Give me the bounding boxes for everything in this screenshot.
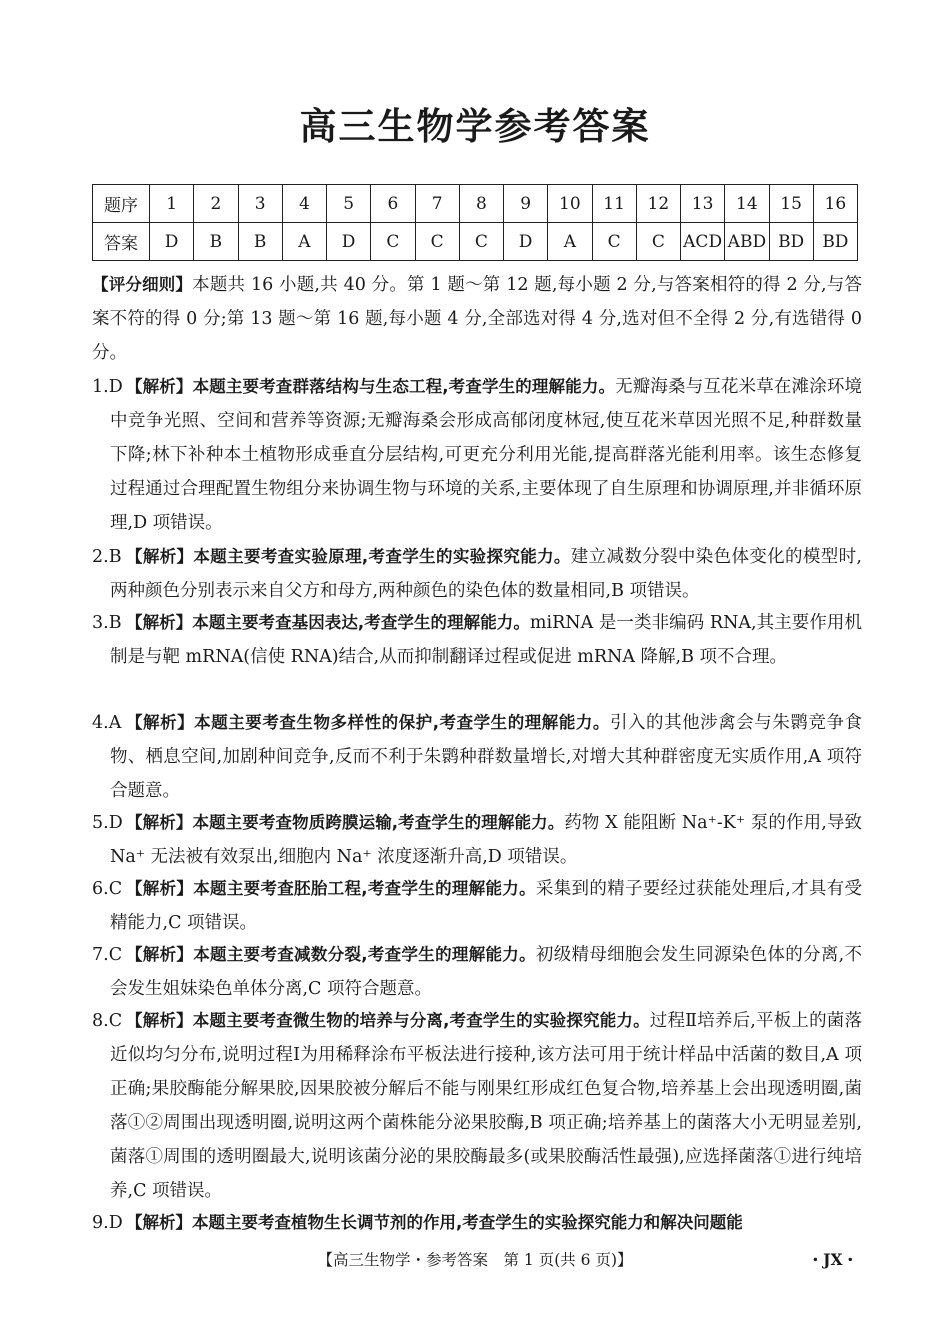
table-row-numbers — [93, 185, 858, 223]
item-number: 4.A — [92, 713, 122, 733]
item-text: 引入的其他涉禽会与朱鹮竞争食物、栖息空间,加剧种间竞争,反而不利于朱鹮种群数量增长,对增大其种群密度无实质作用,A 项符合题意。 — [110, 713, 863, 801]
table-cell: BD — [769, 223, 813, 261]
table-cell: 5 — [327, 185, 371, 223]
list-item — [92, 1206, 862, 1240]
item-analysis-label: 【解析】本题主要考查生物多样性的保护,考查学生的理解能力。 — [126, 713, 610, 732]
item-number: 2.B — [92, 547, 122, 567]
item-analysis-label: 【解析】本题主要考查减数分裂,考查学生的理解能力。 — [126, 945, 536, 964]
item-number: 5.D — [92, 813, 123, 833]
item-analysis-label: 【解析】本题主要考查实验原理,考查学生的实验探究能力。 — [126, 547, 571, 566]
table-cell: A — [548, 223, 592, 261]
table-cell: 16 — [813, 185, 857, 223]
table-cell: 2 — [194, 185, 238, 223]
table-cell: C — [592, 223, 636, 261]
table-cell: C — [636, 223, 680, 261]
item-text: miRNA 是一类非编码 RNA,其主要作用机制是与靶 mRNA(信使 RNA)结合,从而抑制翻译过程或促进 mRNA 降解,B 项不合理。 — [110, 613, 862, 667]
table-cell: 3 — [238, 185, 282, 223]
table-header-cell: 题序 — [93, 185, 150, 223]
table-cell: 10 — [548, 185, 592, 223]
table-cell: 13 — [681, 185, 725, 223]
item-number: 3.B — [92, 613, 122, 633]
item-text: 初级精母细胞会发生同源染色体的分离,不会发生姐妹染色单体分离,C 项符合题意。 — [110, 945, 862, 999]
table-cell: BD — [813, 223, 857, 261]
scoring-label: 【评分细则】 — [92, 275, 193, 294]
table-cell: 4 — [282, 185, 326, 223]
list-item — [92, 540, 862, 608]
scoring-text: 本题共 16 小题,共 40 分。第 1 题～第 12 题,每小题 2 分,与答案相符的得 2 分,与答案不符的得 0 分;第 13 题～第 16 题,每小题 4 分,全部选对得 4 分,选对但不全得 2 分,有选错得 0 分。 — [92, 275, 863, 363]
item-text: 无瓣海桑与互花米草在滩涂环境中竞争光照、空间和营养等资源;无瓣海桑会形成高郁闭度林冠,使互花米草因光照不足,种群数量下降;林下补种本土植物形成垂直分层结构,可更充分利用光能,提高群落光能利用率。该生态修复过程通过合理配置生物组分来协调生物与环境的关系,主要体现了自生原理和协调原理,并非循环原理,D 项错误。 — [110, 377, 862, 533]
item-analysis-label: 【解析】本题主要考查群落结构与生态工程,考查学生的理解能力。 — [126, 377, 616, 396]
table-cell: ABD — [725, 223, 769, 261]
table-cell: 12 — [636, 185, 680, 223]
list-item — [92, 938, 862, 1006]
item-analysis-label: 【解析】本题主要考查植物生长调节剂的作用,考查学生的实验探究能力和解决问题能 — [126, 1213, 743, 1232]
list-item — [92, 806, 862, 874]
table-cell: C — [371, 223, 415, 261]
page-title: 高三生物学参考答案 — [299, 105, 651, 148]
list-item — [92, 370, 862, 540]
item-text: 过程Ⅱ培养后,平板上的菌落近似均匀分布,说明过程Ⅰ为用稀释涂布平板法进行接种,该方法可用于统计样品中活菌的数目,A 项正确;果胶酶能分解果胶,因果胶被分解后不能与刚果红形成红色复合物,培养基上会出现透明圈,菌落①②周围出现透明圈,说明这两个菌株能分泌果胶酶,B 项正确;培养基上的菌落大小无明显差别,菌落①周围的透明圈最大,说明该菌分泌的果胶酶最多(或果胶酶活性最强),应选择菌落①进行纯培养,C 项错误。 — [110, 1011, 862, 1201]
footer-code: ・JX・ — [807, 1250, 858, 1269]
table-cell: C — [415, 223, 459, 261]
item-text: 采集到的精子要经过获能处理后,才具有受精能力,C 项错误。 — [110, 879, 862, 933]
list-item — [92, 872, 862, 940]
item-analysis-label: 【解析】本题主要考查物质跨膜运输,考查学生的理解能力。 — [126, 813, 565, 832]
item-number: 1.D — [92, 377, 123, 397]
table-header-cell: 答案 — [93, 223, 150, 261]
table-cell: 15 — [769, 185, 813, 223]
scoring-rules — [92, 268, 862, 370]
item-analysis-label: 【解析】本题主要考查胚胎工程,考查学生的理解能力。 — [126, 879, 536, 898]
table-cell: D — [504, 223, 548, 261]
list-item — [92, 606, 862, 674]
table-cell: D — [327, 223, 371, 261]
item-number: 7.C — [92, 945, 123, 965]
page-footer: 【高三生物学・参考答案 第 1 页(共 6 页)】 — [317, 1251, 633, 1269]
item-text: 建立减数分裂中染色体变化的模型时,两种颜色分别表示来自父方和母方,两种颜色的染色体的数量相同,B 项错误。 — [110, 547, 862, 601]
item-number: 6.C — [92, 879, 123, 899]
table-cell: 8 — [459, 185, 503, 223]
table-cell: 1 — [150, 185, 194, 223]
table-cell: 14 — [725, 185, 769, 223]
item-number: 8.C — [92, 1011, 123, 1031]
table-cell: B — [194, 223, 238, 261]
item-analysis-label: 【解析】本题主要考查基因表达,考查学生的理解能力。 — [126, 613, 530, 632]
answer-table — [92, 184, 858, 261]
item-analysis-label: 【解析】本题主要考查微生物的培养与分离,考查学生的实验探究能力。 — [126, 1011, 650, 1030]
table-row-answers — [93, 223, 858, 261]
table-cell: A — [282, 223, 326, 261]
table-cell: B — [238, 223, 282, 261]
table-cell: 9 — [504, 185, 548, 223]
table-cell: 7 — [415, 185, 459, 223]
item-text: 药物 X 能阻断 Na⁺-K⁺ 泵的作用,导致 Na⁺ 无法被有效泵出,细胞内 Na⁺ 浓度逐渐升高,D 项错误。 — [110, 813, 862, 867]
table-cell: 6 — [371, 185, 415, 223]
table-cell: C — [459, 223, 503, 261]
table-cell: D — [150, 223, 194, 261]
item-number: 9.D — [92, 1213, 123, 1233]
list-item — [92, 1004, 862, 1208]
table-cell: 11 — [592, 185, 636, 223]
table-cell: ACD — [681, 223, 725, 261]
list-item — [92, 706, 862, 808]
